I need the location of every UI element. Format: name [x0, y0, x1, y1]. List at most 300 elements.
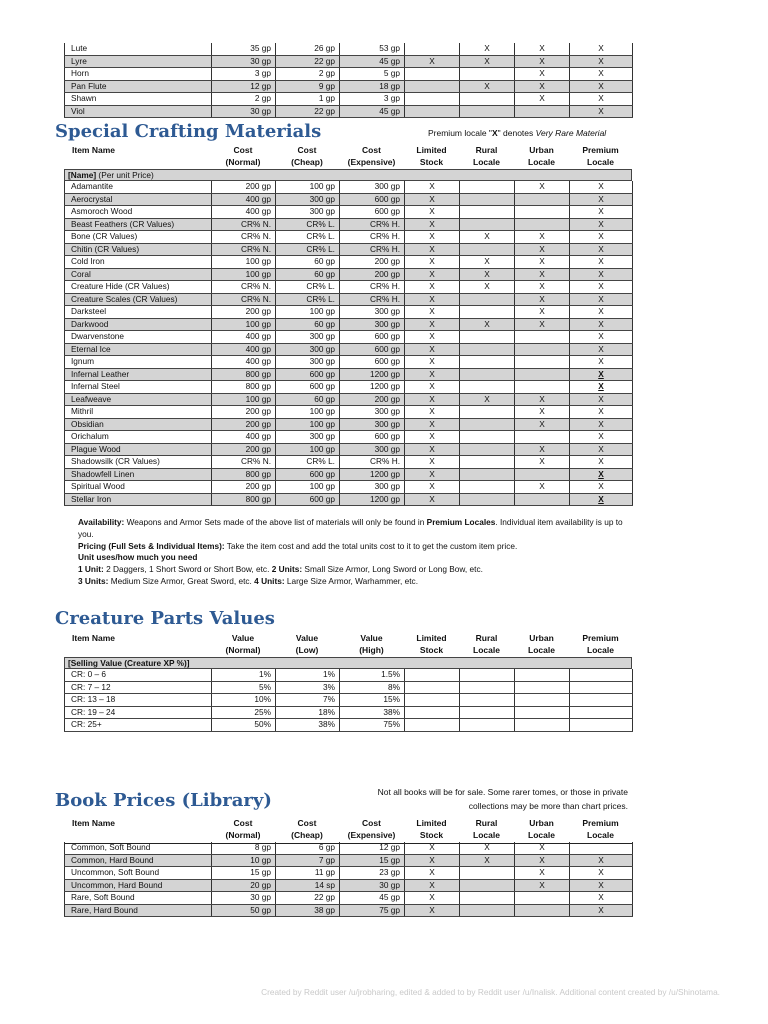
cell-c: 600 gp [276, 468, 340, 481]
cell-e: CR% H. [340, 293, 405, 306]
cell-pre: X [570, 268, 633, 281]
cell-e: 1200 gp [340, 381, 405, 394]
cell-c: 600 gp [276, 493, 340, 506]
cell-n: CR% N. [212, 243, 276, 256]
cell-e: CR% H. [340, 243, 405, 256]
table-row [65, 493, 633, 506]
cell-n: 1% [212, 669, 276, 681]
table-row [65, 43, 633, 55]
cell-c: 7 gp [276, 854, 340, 867]
cell-lim: X [405, 356, 460, 369]
header-rur: Rural Locale [473, 633, 500, 655]
cell-c: 60 gp [276, 256, 340, 269]
cell-pre: X [570, 293, 633, 306]
cell-urb: X [515, 456, 570, 469]
cell-pre: X [570, 879, 633, 892]
cell-pre: X [570, 456, 633, 469]
cell-e: 300 gp [340, 181, 405, 193]
cell-item-name: Rare, Soft Bound [65, 892, 212, 905]
cell-e: 300 gp [340, 406, 405, 419]
cell-pre: X [570, 904, 633, 917]
table-row [65, 706, 633, 719]
header-urb: Urban Locale [528, 633, 555, 655]
cell-lim: X [405, 193, 460, 206]
header-e: Cost (Expensive) [347, 145, 396, 167]
cell-n: 50 gp [212, 904, 276, 917]
cell-lim: X [405, 418, 460, 431]
cell-urb: X [515, 181, 570, 193]
books-header-row [64, 817, 632, 844]
table-row [65, 218, 633, 231]
instruments-table [64, 43, 633, 118]
cell-rur [460, 181, 515, 193]
cell-c: CR% L. [276, 456, 340, 469]
cell-n: 35 gp [212, 43, 276, 55]
table-row [65, 681, 633, 694]
cell-e: 15 gp [340, 854, 405, 867]
cell-lim: X [405, 493, 460, 506]
cell-lim [405, 719, 460, 732]
cell-e: 75 gp [340, 904, 405, 917]
creature-header-row [64, 632, 632, 659]
cell-pre: X [570, 55, 633, 68]
cell-c: 100 gp [276, 481, 340, 494]
header-c: Cost (Cheap) [291, 818, 323, 840]
cell-pre: X [570, 206, 633, 219]
cell-rur [460, 431, 515, 444]
cell-e: 300 gp [340, 481, 405, 494]
cell-c: 60 gp [276, 393, 340, 406]
cell-e: 600 gp [340, 431, 405, 444]
cell-n: 2 gp [212, 93, 276, 106]
cell-item-name: Rare, Hard Bound [65, 904, 212, 917]
special-group-row: [Name] (Per unit Price) [64, 169, 632, 181]
cell-urb: X [515, 68, 570, 81]
table-row [65, 456, 633, 469]
cell-c: 9 gp [276, 80, 340, 93]
cell-pre [570, 842, 633, 854]
book-prices-table [64, 842, 633, 917]
cell-rur: X [460, 318, 515, 331]
cell-n: 100 gp [212, 318, 276, 331]
creature-parts-title: Creature Parts Values [55, 608, 275, 629]
cell-pre [570, 681, 633, 694]
cell-pre: X [570, 443, 633, 456]
cell-rur [460, 443, 515, 456]
cell-c: 22 gp [276, 55, 340, 68]
cell-c: 14 sp [276, 879, 340, 892]
table-row [65, 406, 633, 419]
cell-n: 15 gp [212, 867, 276, 880]
cell-pre: X [570, 43, 633, 55]
cell-n: 400 gp [212, 206, 276, 219]
cell-rur: X [460, 842, 515, 854]
cell-urb [515, 892, 570, 905]
cell-lim: X [405, 243, 460, 256]
cell-lim [405, 694, 460, 707]
cell-n: 3 gp [212, 68, 276, 81]
books-note: Not all books will be for sale. Some rarer tomes, or those in private collections may be more than chart prices. [377, 787, 628, 811]
table-row [65, 243, 633, 256]
cell-urb: X [515, 867, 570, 880]
cell-e: 600 gp [340, 356, 405, 369]
cell-rur [460, 867, 515, 880]
cell-item-name: Coral [65, 268, 212, 281]
cell-lim: X [405, 368, 460, 381]
cell-urb [515, 493, 570, 506]
cell-n: 30 gp [212, 105, 276, 118]
cell-n: 200 gp [212, 306, 276, 319]
table-row [65, 468, 633, 481]
cell-pre [570, 719, 633, 732]
cell-n: CR% N. [212, 281, 276, 294]
cell-urb: X [515, 93, 570, 106]
cell-n: 10 gp [212, 854, 276, 867]
cell-c: 1 gp [276, 93, 340, 106]
cell-urb [515, 719, 570, 732]
cell-rur [460, 681, 515, 694]
cell-pre: X [570, 867, 633, 880]
cell-item-name: Creature Hide (CR Values) [65, 281, 212, 294]
cell-item-name: Cold Iron [65, 256, 212, 269]
cell-lim [405, 68, 460, 81]
cell-n: CR% N. [212, 293, 276, 306]
cell-e: 600 gp [340, 206, 405, 219]
cell-pre: X [570, 481, 633, 494]
cell-n: 20 gp [212, 879, 276, 892]
cell-n: 25% [212, 706, 276, 719]
cell-lim [405, 669, 460, 681]
cell-item-name: Dwarvenstone [65, 331, 212, 344]
book-prices-title: Book Prices (Library) [55, 790, 272, 811]
cell-lim: X [405, 206, 460, 219]
header-pre: Premium Locale [582, 818, 619, 840]
table-row [65, 105, 633, 118]
cell-urb [515, 669, 570, 681]
cell-lim: X [405, 306, 460, 319]
cell-c: CR% L. [276, 281, 340, 294]
creature-group-row: [Selling Value (Creature XP %)] [64, 657, 632, 669]
cell-urb: X [515, 393, 570, 406]
cell-n: 100 gp [212, 393, 276, 406]
cell-lim: X [405, 842, 460, 854]
cell-item-name: Darksteel [65, 306, 212, 319]
cell-lim: X [405, 456, 460, 469]
cell-lim: X [405, 406, 460, 419]
cell-lim [405, 105, 460, 118]
cell-item-name: CR: 25+ [65, 719, 212, 732]
cell-rur [460, 904, 515, 917]
cell-c: 38 gp [276, 904, 340, 917]
cell-item-name: Creature Scales (CR Values) [65, 293, 212, 306]
header-n: Cost (Normal) [225, 145, 261, 167]
table-row [65, 481, 633, 494]
cell-pre: X [570, 68, 633, 81]
cell-n: 200 gp [212, 406, 276, 419]
cell-e: 18 gp [340, 80, 405, 93]
cell-lim: X [405, 181, 460, 193]
cell-e: 1200 gp [340, 493, 405, 506]
cell-e: 23 gp [340, 867, 405, 880]
cell-n: 200 gp [212, 418, 276, 431]
cell-e: 3 gp [340, 93, 405, 106]
cell-c: CR% L. [276, 218, 340, 231]
cell-urb [515, 904, 570, 917]
cell-item-name: Orichalum [65, 431, 212, 444]
header-lim: Limited Stock [416, 633, 447, 655]
cell-c: 300 gp [276, 431, 340, 444]
header-n: Value (Normal) [225, 633, 261, 655]
cell-rur: X [460, 231, 515, 244]
cell-c: 300 gp [276, 356, 340, 369]
header-e: Cost (Expensive) [347, 818, 396, 840]
cell-c: 2 gp [276, 68, 340, 81]
table-row [65, 181, 633, 193]
cell-n: 200 gp [212, 481, 276, 494]
cell-item-name: Lyre [65, 55, 212, 68]
cell-n: 30 gp [212, 55, 276, 68]
cell-c: 3% [276, 681, 340, 694]
cell-pre: X [570, 318, 633, 331]
cell-item-name: Aerocrystal [65, 193, 212, 206]
cell-rur [460, 456, 515, 469]
materials-notes: Availability: Weapons and Armor Sets made of the above list of materials will only be found in Premium Locales. Individual item availability is up to you. Pricing (Full Sets & Individual Items): Take the item cost and add the total units cost to it to get the custom item price. Unit uses/how much you need 1 Unit: 2 Daggers, 1 Short Sword or Short Bow, etc. 2 Units: Small Size Armor, Long Sword or Long Bow, etc. 3 Units: Medium Size Armor, Great Sword, etc. 4 Units: Large Size Armor, Warhammer, etc. [78, 517, 623, 586]
cell-rur [460, 105, 515, 118]
cell-lim: X [405, 318, 460, 331]
cell-c: 100 gp [276, 306, 340, 319]
cell-urb: X [515, 418, 570, 431]
cell-e: 300 gp [340, 306, 405, 319]
cell-c: 100 gp [276, 443, 340, 456]
table-row [65, 343, 633, 356]
cell-c: 600 gp [276, 368, 340, 381]
cell-lim: X [405, 481, 460, 494]
table-row [65, 368, 633, 381]
cell-c: 300 gp [276, 206, 340, 219]
cell-item-name: Uncommon, Soft Bound [65, 867, 212, 880]
table-row [65, 381, 633, 394]
cell-rur [460, 481, 515, 494]
cell-pre [570, 669, 633, 681]
cell-urb: X [515, 842, 570, 854]
cell-rur [460, 719, 515, 732]
cell-c: 1% [276, 669, 340, 681]
cell-c: 100 gp [276, 406, 340, 419]
cell-rur [460, 368, 515, 381]
cell-c: 7% [276, 694, 340, 707]
cell-item-name: Infernal Leather [65, 368, 212, 381]
cell-e: 45 gp [340, 55, 405, 68]
cell-e: 53 gp [340, 43, 405, 55]
cell-pre: X [570, 418, 633, 431]
cell-n: 12 gp [212, 80, 276, 93]
table-row [65, 879, 633, 892]
cell-urb [515, 694, 570, 707]
cell-item-name: Uncommon, Hard Bound [65, 879, 212, 892]
cell-c: 100 gp [276, 181, 340, 193]
table-row [65, 904, 633, 917]
cell-item-name: Spiritual Wood [65, 481, 212, 494]
cell-n: 10% [212, 694, 276, 707]
header-lim: Limited Stock [416, 818, 447, 840]
cell-item-name: Eternal Ice [65, 343, 212, 356]
cell-item-name: Mithril [65, 406, 212, 419]
header-pre: Premium Locale [582, 633, 619, 655]
cell-urb: X [515, 55, 570, 68]
cell-urb: X [515, 268, 570, 281]
cell-rur [460, 406, 515, 419]
cell-item-name: Chitin (CR Values) [65, 243, 212, 256]
header-pre: Premium Locale [582, 145, 619, 167]
cell-pre [570, 694, 633, 707]
cell-n: 800 gp [212, 368, 276, 381]
cell-c: 22 gp [276, 105, 340, 118]
table-row [65, 55, 633, 68]
cell-e: 600 gp [340, 331, 405, 344]
cell-pre: X [570, 306, 633, 319]
cell-rur: X [460, 80, 515, 93]
cell-pre: X [570, 406, 633, 419]
cell-item-name: Bone (CR Values) [65, 231, 212, 244]
cell-e: 1200 gp [340, 468, 405, 481]
cell-urb [515, 431, 570, 444]
cell-pre: X [570, 181, 633, 193]
cell-lim: X [405, 55, 460, 68]
cell-e: 30 gp [340, 879, 405, 892]
cell-rur [460, 694, 515, 707]
table-row [65, 854, 633, 867]
cell-pre: X [570, 281, 633, 294]
cell-pre: X [570, 493, 633, 506]
cell-e: CR% H. [340, 456, 405, 469]
special-materials-title: Special Crafting Materials [55, 121, 322, 142]
header-c: Value (Low) [295, 633, 319, 655]
cell-urb: X [515, 443, 570, 456]
cell-item-name: Beast Feathers (CR Values) [65, 218, 212, 231]
cell-rur [460, 706, 515, 719]
cell-urb [515, 331, 570, 344]
header-item: Item Name [72, 818, 115, 828]
cell-e: 200 gp [340, 256, 405, 269]
cell-e: 600 gp [340, 343, 405, 356]
cell-e: 300 gp [340, 418, 405, 431]
cell-rur: X [460, 854, 515, 867]
cell-pre: X [570, 854, 633, 867]
cell-urb: X [515, 43, 570, 55]
table-row [65, 268, 633, 281]
cell-urb [515, 206, 570, 219]
cell-c: 11 gp [276, 867, 340, 880]
cell-urb: X [515, 879, 570, 892]
cell-rur: X [460, 268, 515, 281]
cell-rur [460, 331, 515, 344]
table-row [65, 256, 633, 269]
cell-lim: X [405, 381, 460, 394]
cell-urb [515, 356, 570, 369]
cell-item-name: Common, Soft Bound [65, 842, 212, 854]
cell-c: 600 gp [276, 381, 340, 394]
cell-item-name: Common, Hard Bound [65, 854, 212, 867]
cell-item-name: Asmoroch Wood [65, 206, 212, 219]
cell-c: 18% [276, 706, 340, 719]
cell-item-name: Viol [65, 105, 212, 118]
cell-urb: X [515, 281, 570, 294]
table-row [65, 306, 633, 319]
cell-item-name: Plague Wood [65, 443, 212, 456]
cell-pre: X [570, 368, 633, 381]
cell-rur [460, 493, 515, 506]
cell-e: 1.5% [340, 669, 405, 681]
cell-n: 400 gp [212, 356, 276, 369]
cell-n: 800 gp [212, 493, 276, 506]
cell-e: 38% [340, 706, 405, 719]
cell-pre: X [570, 80, 633, 93]
cell-urb [515, 105, 570, 118]
table-row [65, 892, 633, 905]
table-row [65, 393, 633, 406]
cell-n: 200 gp [212, 181, 276, 193]
cell-item-name: Obsidian [65, 418, 212, 431]
cell-urb: X [515, 256, 570, 269]
cell-e: 5 gp [340, 68, 405, 81]
cell-urb [515, 218, 570, 231]
table-row [65, 356, 633, 369]
header-lim: Limited Stock [416, 145, 447, 167]
table-row [65, 431, 633, 444]
special-materials-table [64, 181, 633, 506]
cell-item-name: Adamantite [65, 181, 212, 193]
cell-c: 300 gp [276, 343, 340, 356]
table-row [65, 93, 633, 106]
cell-c: 300 gp [276, 193, 340, 206]
table-row [65, 418, 633, 431]
cell-item-name: Shadowfell Linen [65, 468, 212, 481]
cell-lim [405, 80, 460, 93]
cell-lim: X [405, 904, 460, 917]
cell-c: CR% L. [276, 231, 340, 244]
cell-n: 8 gp [212, 842, 276, 854]
header-urb: Urban Locale [528, 145, 555, 167]
premium-note: Premium locale "X" denotes Very Rare Material [428, 128, 607, 138]
cell-rur [460, 356, 515, 369]
cell-pre: X [570, 431, 633, 444]
cell-n: 50% [212, 719, 276, 732]
cell-urb [515, 381, 570, 394]
cell-lim: X [405, 431, 460, 444]
cell-urb: X [515, 306, 570, 319]
cell-urb [515, 343, 570, 356]
cell-lim: X [405, 854, 460, 867]
cell-item-name: Darkwood [65, 318, 212, 331]
cell-lim: X [405, 343, 460, 356]
cell-lim: X [405, 443, 460, 456]
cell-pre [570, 706, 633, 719]
cell-rur [460, 93, 515, 106]
cell-lim: X [405, 331, 460, 344]
cell-rur [460, 879, 515, 892]
header-urb: Urban Locale [528, 818, 555, 840]
cell-rur [460, 381, 515, 394]
cell-e: CR% H. [340, 281, 405, 294]
cell-lim: X [405, 892, 460, 905]
cell-n: 800 gp [212, 381, 276, 394]
cell-e: 200 gp [340, 393, 405, 406]
cell-item-name: Stellar Iron [65, 493, 212, 506]
cell-rur [460, 669, 515, 681]
table-row [65, 842, 633, 854]
cell-item-name: Pan Flute [65, 80, 212, 93]
cell-n: CR% N. [212, 218, 276, 231]
